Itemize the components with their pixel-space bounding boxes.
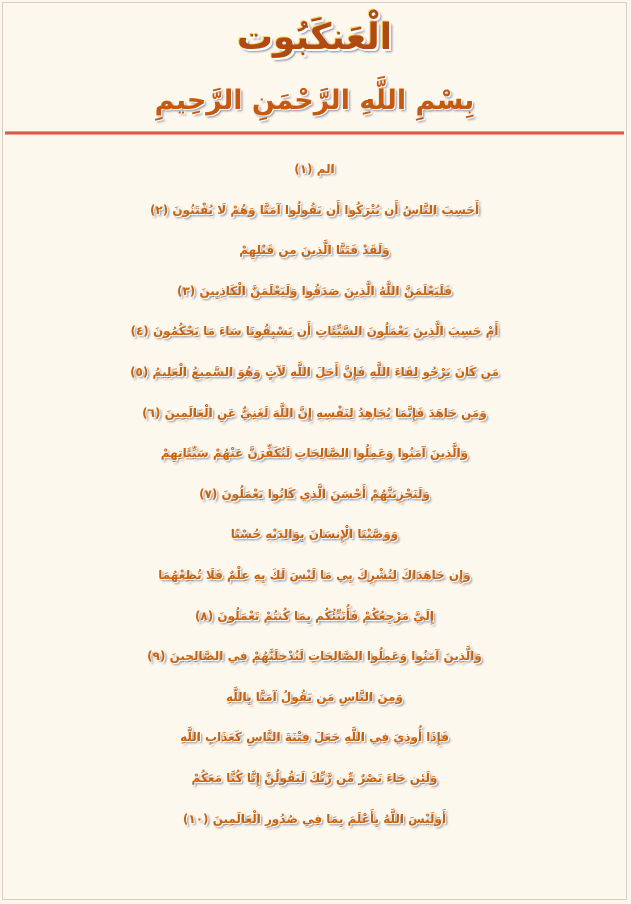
verse-line: أَوَلَيْسَ اللَّهُ بِأَعْلَمَ بِمَا فِي صُدُورِ الْعَالَمِينَ (١٠) [182,811,447,826]
verse-line: وَإِن جَاهَدَاكَ لِتُشْرِكَ بِي مَا لَيْسَ لَكَ بِهِ عِلْمٌ فَلَا تُطِعْهُمَا [158,567,471,582]
verse-line: وَوَصَّيْنَا الْإِنسَانَ بِوَالِدَيْهِ حُسْنًا [230,527,399,542]
verse-line: وَلَئِن جَاءَ نَصْرٌ مِّن رَّبِّكَ لَيَقُولُنَّ إِنَّا كُنَّا مَعَكُمْ [191,770,438,785]
verse-line: أَحَسِبَ النَّاسُ أَن يُتْرَكُوا أَن يَقُولُوا آمَنَّا وَهُمْ لَا يُفْتَنُونَ (٢) [149,202,480,217]
verse-line: فَلَيَعْلَمَنَّ اللَّهُ الَّذِينَ صَدَقُوا وَلَيَعْلَمَنَّ الْكَاذِبِينَ (٣) [176,283,453,298]
verse-line: الم (١) [294,162,335,176]
verse-line: مَن كَانَ يَرْجُو لِقَاءَ اللَّهِ فَإِنَّ أَجَلَ اللَّهِ لَآتٍ وَهُوَ السَّمِيعُ الْعَلِيمُ (٥) [130,364,499,379]
verse-line: وَالَّذِينَ آمَنُوا وَعَمِلُوا الصَّالِحَاتِ لَنُكَفِّرَنَّ عَنْهُمْ سَيِّئَاتِهِمْ [160,446,469,461]
divider [5,131,624,135]
verse-line: أَمْ حَسِبَ الَّذِينَ يَعْمَلُونَ السَّيِّئَاتِ أَن يَسْبِقُونَا سَاءَ مَا يَحْكُمُونَ (٤) [130,324,499,339]
verse-line: فَإِذَا أُوذِيَ فِي اللَّهِ جَعَلَ فِتْنَةَ النَّاسِ كَعَذَابِ اللَّهِ [180,730,449,745]
surah-title: الْعَنكَبُوت [236,17,393,58]
verse-line: وَمَن جَاهَدَ فَإِنَّمَا يُجَاهِدُ لِنَفْسِهِ إِنَّ اللَّهَ لَغَنِيٌّ عَنِ الْعَالَمِينَ (٦) [142,405,487,420]
verse-line: وَلَنَجْزِيَنَّهُمْ أَحْسَنَ الَّذِي كَانُوا يَعْمَلُونَ (٧) [199,486,430,501]
verse-line: وَلَقَدْ فَتَنَّا الَّذِينَ مِن قَبْلِهِمْ [239,243,390,258]
verse-line: إِلَيَّ مَرْجِعُكُمْ فَأُنَبِّئُكُم بِمَا كُنتُمْ تَعْمَلُونَ (٨) [194,608,435,623]
verse-list [3,149,626,839]
page [2,2,627,900]
verse-line: وَمِنَ النَّاسِ مَن يَقُولُ آمَنَّا بِاللَّهِ [225,689,404,704]
basmala: بِسْمِ اللَّهِ الرَّحْمَنِ الرَّحِيمِ [154,85,475,116]
verse-line: وَالَّذِينَ آمَنُوا وَعَمِلُوا الصَّالِحَاتِ لَنُدْخِلَنَّهُمْ فِي الصَّالِحِينَ (٩) [147,649,482,664]
